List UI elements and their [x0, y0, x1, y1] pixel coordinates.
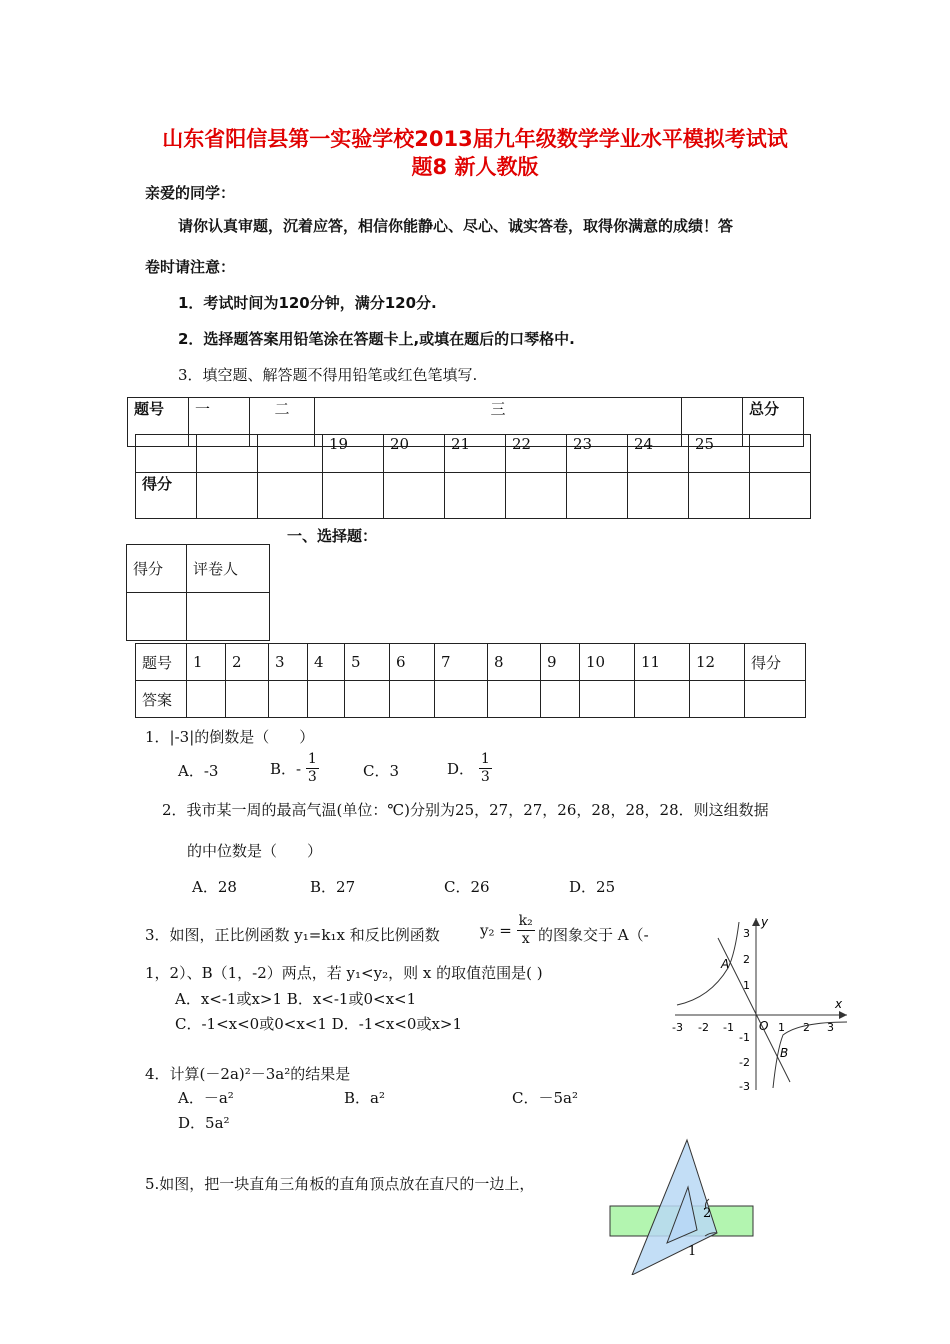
q1-b-fraction: $\frac{1}{3}$: [307, 751, 317, 785]
q2-stem-line2: 的中位数是（ ）: [187, 842, 323, 860]
section-1-title: 一、选择题：: [287, 527, 378, 545]
y-tick: -2: [739, 1056, 750, 1069]
score-header-tihao: 题号: [128, 398, 189, 447]
q1-d-fraction: $\frac{1}{3}$: [480, 751, 490, 785]
score-num-25: 25: [689, 435, 750, 473]
grader-table: [126, 544, 270, 641]
intro-line1: 请你认真审题，沉着应答，相信你能静心、尽心、诚实答卷，取得你满意的成绩！答: [178, 217, 734, 235]
point-a-label: A: [721, 957, 730, 971]
greeting: 亲爱的同学：: [145, 184, 236, 202]
x-tick: -3: [672, 1021, 683, 1034]
y-tick: 3: [743, 927, 750, 940]
answer-num: 3: [269, 644, 308, 681]
score-defen-label: 得分: [136, 473, 197, 519]
y-tick: -3: [739, 1080, 750, 1093]
q3-stem-line1a: 3．如图，正比例函数 y₁=k₁x 和反比例函数: [145, 926, 440, 944]
y-tick: 1: [743, 979, 750, 992]
x-tick: -2: [698, 1021, 709, 1034]
score-num-24: 24: [628, 435, 689, 473]
y-axis-label: y: [761, 915, 769, 929]
doc-title-line1: 山东省阳信县第一实验学校2013届九年级数学学业水平模拟考试试: [162, 127, 788, 151]
q1-option-c: C．3: [363, 762, 400, 780]
answer-num: 6: [390, 644, 435, 681]
answer-header-score: 得分: [745, 644, 806, 681]
y-axis-arrow-icon: [752, 918, 760, 926]
score-header-san: 三: [315, 398, 682, 447]
score-num-19: 19: [323, 435, 384, 473]
q5-figure: [605, 1135, 765, 1275]
q3-stem-line1b: 的图象交于 A（-: [538, 926, 649, 944]
grader-score-label: 得分: [127, 545, 187, 593]
answer-num: 9: [541, 644, 580, 681]
q3-fraction: $\frac{\text{k₂}}{x}$: [518, 913, 533, 947]
q1-option-d: D． $\frac{1}{3}$: [447, 751, 490, 785]
q3-formula: y₂ = $\frac{\text{k₂}}{x}$: [480, 913, 533, 947]
answer-header-tihao: 题号: [136, 644, 187, 681]
hyperbola-branch-left: [677, 922, 739, 1005]
y-tick: 2: [743, 953, 750, 966]
q2-option-d: D．25: [569, 878, 616, 896]
grader-name-label: 评卷人: [187, 545, 270, 593]
q2-option-c: C．26: [444, 878, 490, 896]
x-tick: 1: [778, 1021, 785, 1034]
answer-num: 10: [580, 644, 635, 681]
answer-num: 2: [226, 644, 269, 681]
q4-option-c: C．－5a²: [512, 1089, 578, 1107]
note-1: 1．考试时间为120分钟，满分120分.: [178, 294, 437, 312]
q4-option-d: D．5a²: [178, 1114, 230, 1132]
angle-2-label: 2: [703, 1206, 712, 1221]
x-axis-label: x: [835, 997, 843, 1011]
note-2: 2．选择题答案用铅笔涂在答题卡上,或填在题后的口琴格中.: [178, 330, 575, 348]
x-tick: -1: [723, 1021, 734, 1034]
score-header-total: 总分: [743, 398, 804, 447]
x-tick: 3: [827, 1021, 834, 1034]
note-3: 3．填空题、解答题不得用铅笔或红色笔填写.: [178, 366, 478, 384]
score-header-yi: 一: [189, 398, 250, 447]
answer-num: 1: [187, 644, 226, 681]
q3-graph: [665, 910, 855, 1095]
answer-num: 5: [345, 644, 390, 681]
score-num-22: 22: [506, 435, 567, 473]
q1-option-a: A．-3: [178, 762, 219, 780]
y-tick: -1: [739, 1031, 750, 1044]
answer-header-answer: 答案: [136, 681, 187, 718]
x-tick: 2: [803, 1021, 810, 1034]
q3-stem-line2: 1，2）、B（1，-2）两点，若 y₁<y₂，则 x 的取值范围是( ): [145, 964, 543, 982]
q1-option-b: B．- $\frac{1}{3}$: [270, 751, 317, 785]
q5-stem: 5.如图，把一块直角三角板的直角顶点放在直尺的一边上，: [145, 1175, 535, 1193]
q1-stem: 1．|-3|的倒数是（ ）: [145, 728, 315, 746]
q3-options-ab: A．x<-1或x>1 B．x<-1或0<x<1: [175, 990, 417, 1008]
origin-label: O: [759, 1019, 769, 1033]
answer-num: 8: [488, 644, 541, 681]
score-num-21: 21: [445, 435, 506, 473]
score-table-body: [135, 434, 811, 519]
answer-num: 11: [635, 644, 690, 681]
q4-option-a: A．－a²: [178, 1089, 234, 1107]
angle-1-label: 1: [688, 1244, 697, 1259]
answer-table: [135, 643, 806, 718]
score-num-20: 20: [384, 435, 445, 473]
score-header-er: 二: [250, 398, 315, 447]
doc-title-line2: 题8 新人教版: [411, 155, 539, 179]
q3-options-cd: C．-1<x<0或0<x<1 D．-1<x<0或x>1: [175, 1015, 463, 1033]
q4-stem: 4．计算(－2a)²－3a²的结果是: [145, 1065, 351, 1083]
answer-num: 4: [308, 644, 345, 681]
score-num-23: 23: [567, 435, 628, 473]
x-axis-arrow-icon: [839, 1011, 847, 1019]
intro-line2: 卷时请注意：: [145, 258, 236, 276]
q4-option-b: B．a²: [344, 1089, 385, 1107]
q2-option-b: B．27: [310, 878, 356, 896]
answer-num: 12: [690, 644, 745, 681]
q2-option-a: A．28: [192, 878, 237, 896]
q2-stem-line1: 2．我市某一周的最高气温(单位：℃)分别为25，27，27，26，28，28，28．则这组数据: [162, 801, 769, 819]
answer-num: 7: [435, 644, 488, 681]
point-b-label: B: [780, 1046, 789, 1060]
